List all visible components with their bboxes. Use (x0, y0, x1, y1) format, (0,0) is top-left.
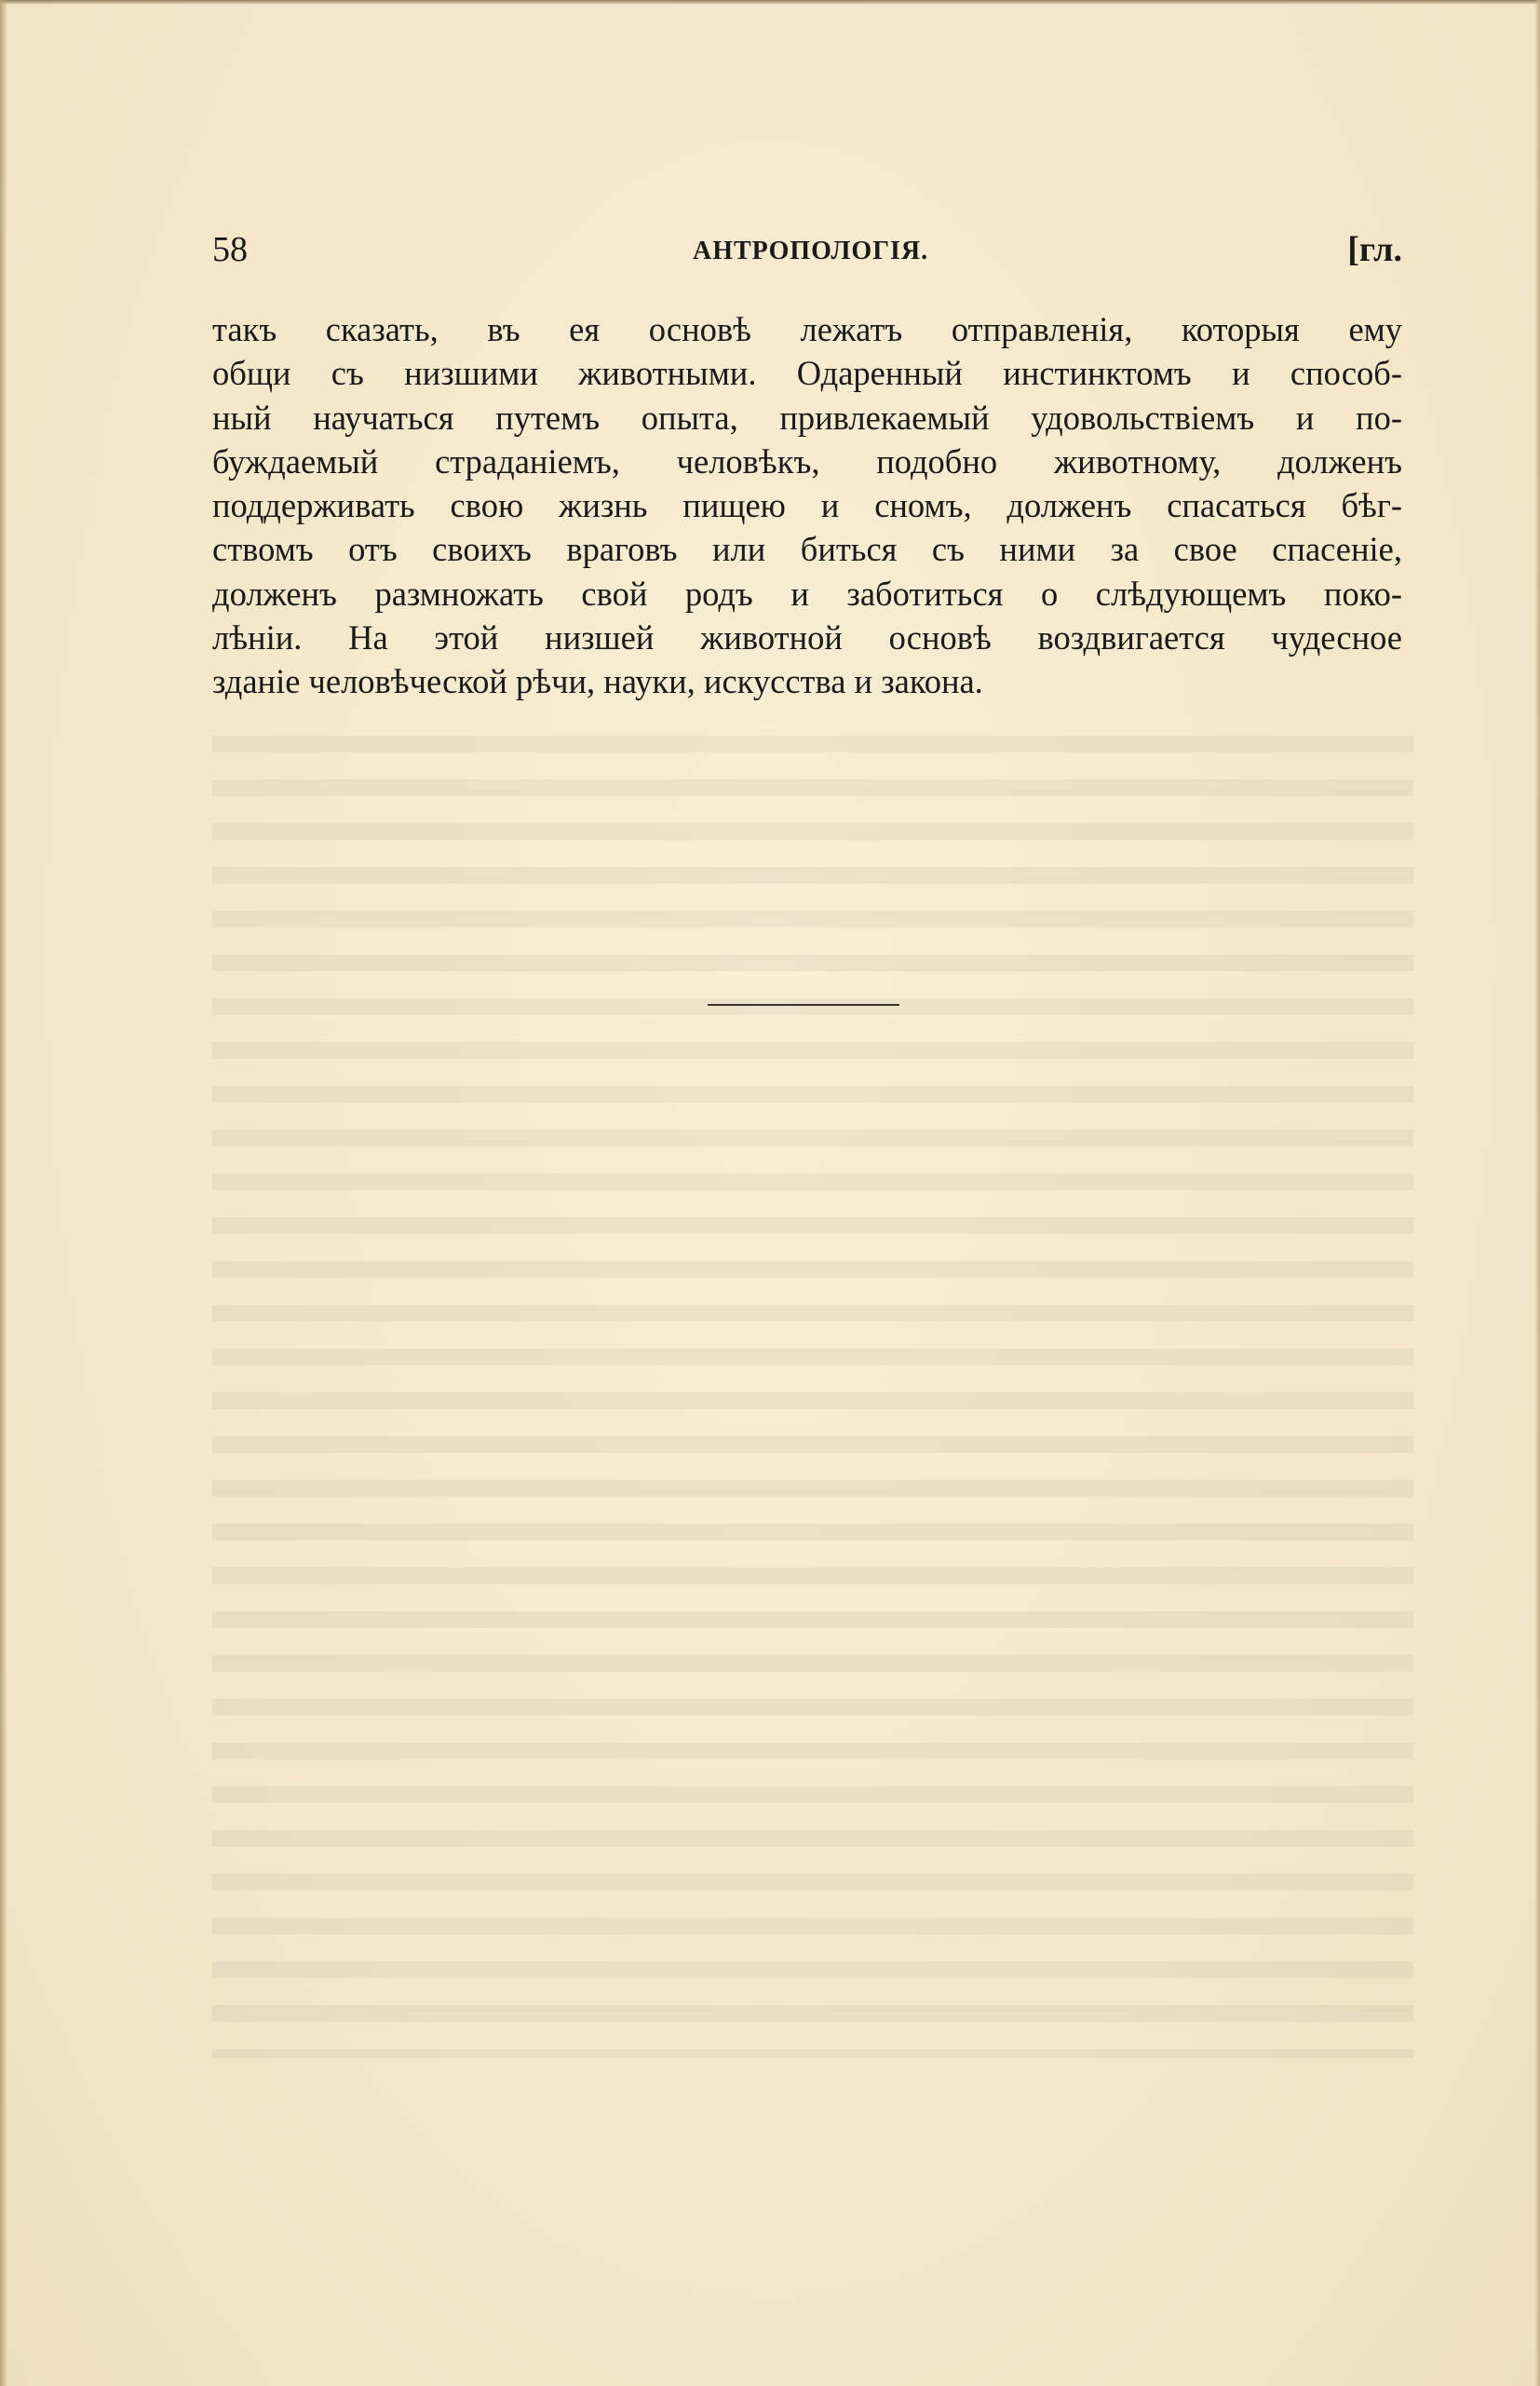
bleed-through-text (212, 736, 1413, 2058)
body-paragraph (212, 307, 1402, 704)
end-rule-divider (708, 1004, 899, 1006)
text-line: лѣніи. На этой низшей животной основѣ воздвигается чудесное (212, 618, 1402, 658)
page-top-edge (0, 0, 1540, 5)
running-title: АНТРОПОЛОГІЯ. (693, 237, 929, 265)
text-line: ствомъ отъ своихъ враговъ или биться съ ними за свое спасеніе, (212, 530, 1402, 569)
text-line: долженъ размножать свой родъ и заботиться о слѣдующемъ поко- (212, 574, 1402, 613)
page-left-edge (0, 0, 7, 2386)
text-line: зданіе человѣческой рѣчи, науки, искусства и закона. (212, 662, 983, 701)
page-number: 58 (212, 230, 248, 269)
page-header (212, 227, 1402, 272)
text-line: общи съ низшими животными. Одаренный инстинктомъ и способ- (212, 354, 1402, 393)
text-line: буждаемый страданіемъ, человѣкъ, подобно животному, долженъ (212, 441, 1402, 481)
text-line: поддерживать свою жизнь пищею и сномъ, долженъ спасаться бѣг- (212, 486, 1402, 525)
page-right-edge (1534, 0, 1540, 2386)
text-line: ный научаться путемъ опыта, привлекаемый удовольствіемъ и по- (212, 398, 1402, 437)
section-reference: [гл. (1347, 230, 1402, 269)
text-line: такъ сказать, въ ея основѣ лежатъ отправленія, которыя ему (212, 310, 1402, 348)
